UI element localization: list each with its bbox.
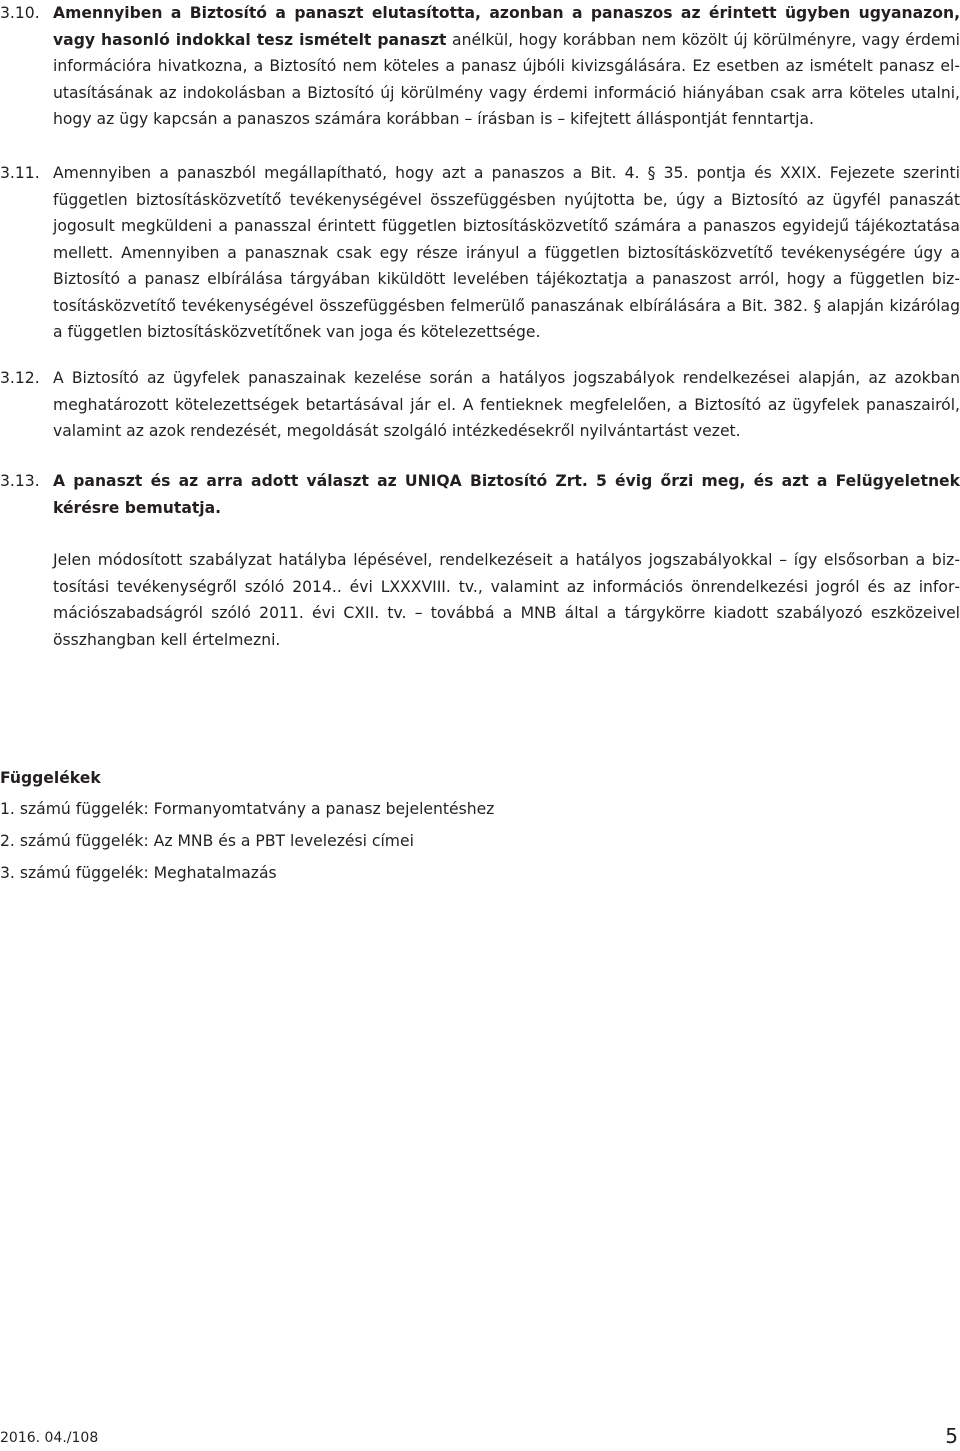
- section-3-13: [0, 468, 960, 521]
- appendix-title: Függelékek: [0, 769, 101, 787]
- section-text: anélkül, hogy korábban nem közölt új körülményre, vagy érdemi információra hivatkozna, a Biztosító nem köteles a panasz újbóli kivizsgálására. Ez esetben az ismételt panasz elutasításának az indokolásban a Biztosító új körülmény vagy érdemi információ hiányában csak arra köteles utalni, hogy az ügy kapcsán a panaszos számára korábban – írásban is – kifejtett álláspontját fenntartja.: [53, 30, 960, 128]
- appendix-item: 2. számú függelék: Az MNB és a PBT levelezési címei: [0, 832, 414, 850]
- section-bold-text: A panaszt és az arra adott választ az UNIQA Biztosító Zrt. 5 évig őrzi meg, és azt a Felügyeletnek kérésre bemutatja.: [53, 472, 960, 517]
- section-3-10: [0, 0, 960, 133]
- section-number: 3.12.: [0, 369, 40, 387]
- section-body: [53, 468, 960, 521]
- section-body: [53, 160, 960, 346]
- closing-paragraph: Jelen módosított szabályzat hatályba lépésével, rendelkezéseit a hatályos jogszabályokkal – így elsősorban a biztosítási tevékenységről szóló 2014.. évi LXXXVIII. tv., valamint az információs önrendelkezési jogról és az információszabadságról szóló 2011. évi CXII. tv. – továbbá a MNB által a tárgykörre kiadott szabályozó eszközeivel összhangban kell értelmezni.: [53, 551, 960, 649]
- appendix-item: 3. számú függelék: Meghatalmazás: [0, 864, 277, 882]
- footer-document-code: 2016. 04./108: [0, 1430, 99, 1446]
- section-body: [53, 0, 960, 133]
- appendix-list: [0, 796, 494, 892]
- section-text: A Biztosító az ügyfelek panaszainak kezelése során a hatályos jogszabályok rendelkezései alapján, az azokban meghatározott kötelezettségek betartásával jár el. A fentieknek megfelelően, a Biztosító az ügyfelek panaszairól, valamint az azok rendezését, megoldását szolgáló intézkedésekről nyilvántartást vezet.: [53, 369, 960, 440]
- appendix-item: 1. számú függelék: Formanyomtatvány a panasz bejelentéshez: [0, 800, 495, 818]
- section-text: Amennyiben a panaszból megállapítható, hogy azt a panaszos a Bit. 4. § 35. pontja és XXIX. Fejezete szerinti független biztosításközvetítő tevékenységével összefüggésben nyújtotta be, úgy a Biztosító az ügyfél panaszát jogosult megküldeni a panasszal érintett független biztosításközvetítő számára a panaszos egyidejű tájékoztatása mellett. Amennyiben a panasznak csak egy része irányul a független biztosításközvetítő tevékenységére úgy a Biztosító a panasz elbírálása tárgyában kiküldött levelében tájékoztatja a panaszost arról, hogy a független biztosításközvetítő tevékenységével összefüggésben felmerülő panaszának elbírálására a Bit. 382. § alapján kizárólag a független biztosításközvetítőnek van joga és kötelezettsége.: [53, 164, 960, 341]
- section-number: 3.10.: [0, 4, 40, 22]
- section-3-11: [0, 160, 960, 346]
- section-bold-text: Amennyiben a Biztosító a panaszt elutasította, azonban a panaszos az érintett ügyben ugyanazon, vagy hasonló indokkal tesz ismételt panaszt: [53, 4, 960, 49]
- page-number: 5: [945, 1424, 958, 1448]
- section-number: 3.13.: [0, 472, 40, 490]
- section-3-12: [0, 365, 960, 445]
- section-number: 3.11.: [0, 164, 40, 182]
- section-body: [53, 365, 960, 445]
